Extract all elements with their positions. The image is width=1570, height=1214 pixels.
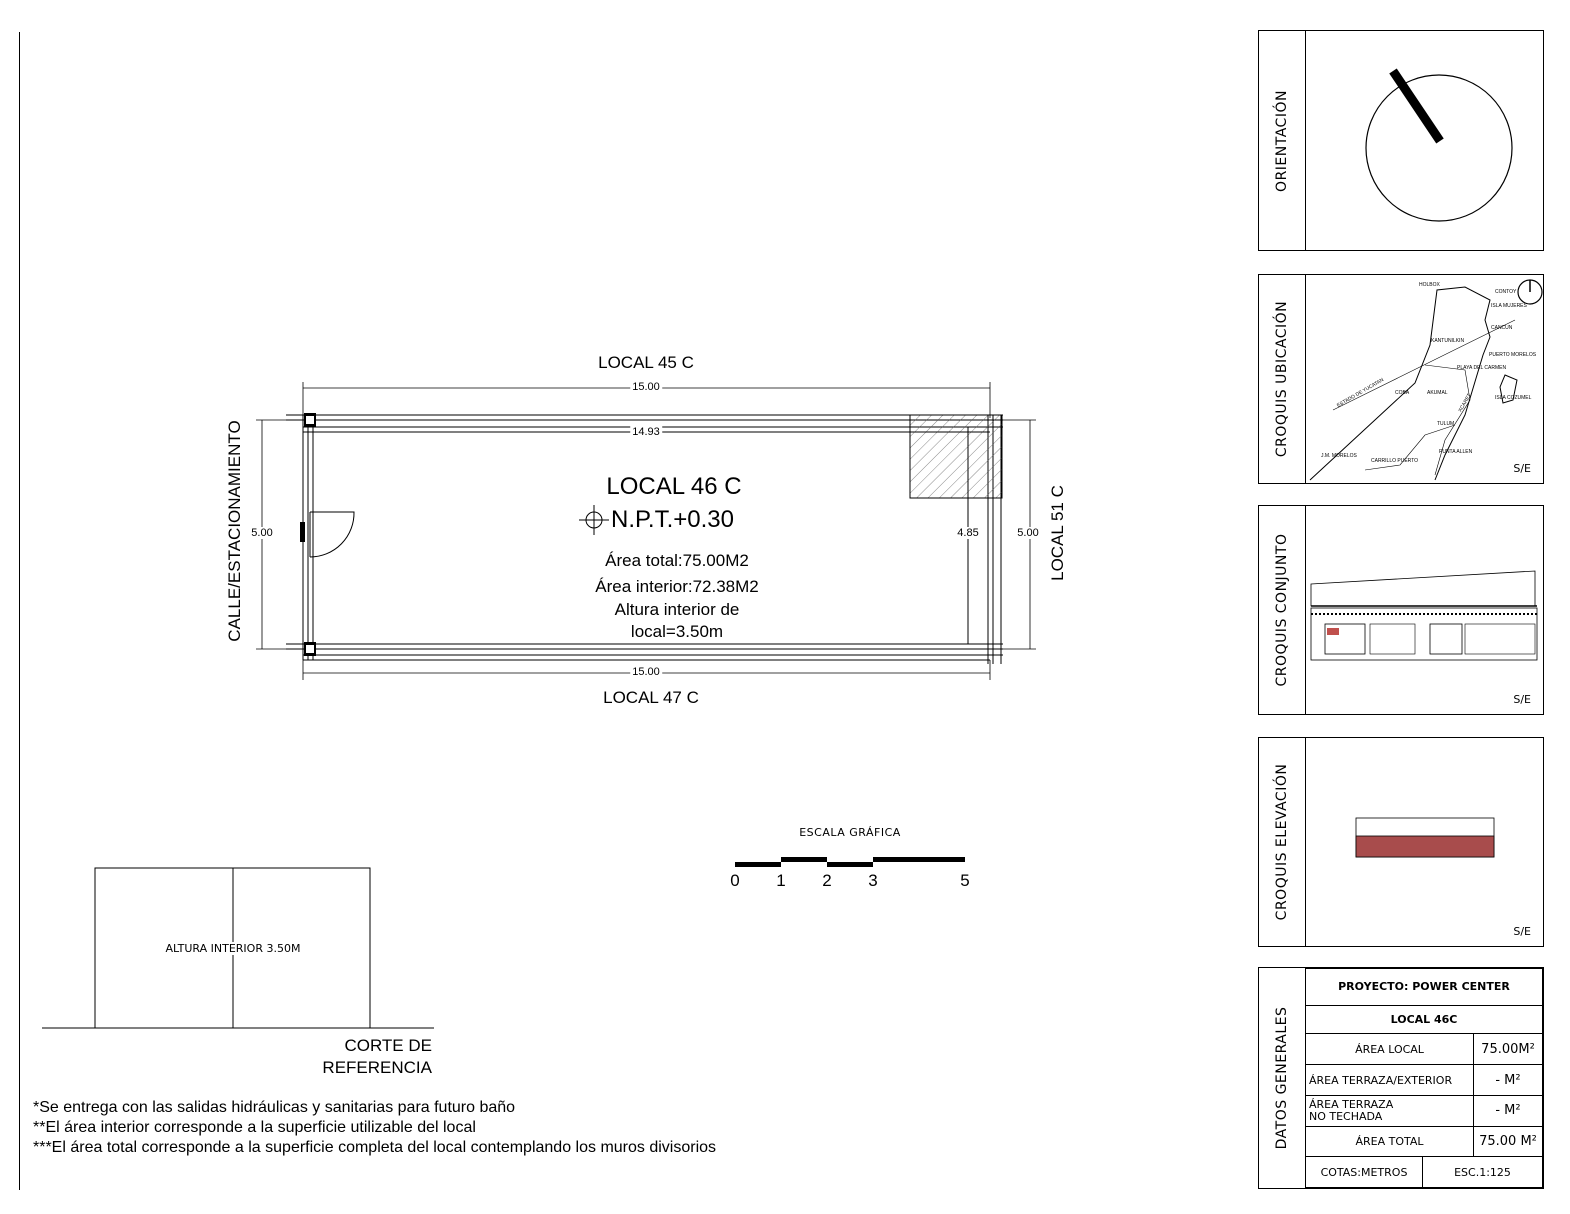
- dim-right-inner: 4.85: [957, 527, 979, 539]
- area-interior-text: Área interior:72.38M2: [595, 577, 759, 596]
- se-label-ubicacion: S/E: [1513, 462, 1531, 475]
- level-symbol-icon: [579, 505, 609, 535]
- dim-left: 5.00: [251, 527, 273, 539]
- area-total-text: Área total:75.00M2: [605, 551, 749, 570]
- panel-title-conjunto: CROQUIS CONJUNTO: [1274, 533, 1290, 687]
- note-3: ***El área total corresponde a la superficie completa del local contemplando los muros divisorios: [33, 1139, 717, 1156]
- panel-orientacion: [1258, 30, 1544, 251]
- panel-datos: [1258, 967, 1544, 1189]
- scale-tick-1: 1: [776, 871, 786, 890]
- panel-title-elevacion: CROQUIS ELEVACIÓN: [1274, 763, 1290, 921]
- plan-title: LOCAL 46 C: [606, 473, 742, 500]
- note-1: *Se entrega con las salidas hidráulicas y sanitarias para futuro baño: [33, 1099, 516, 1116]
- panel-title-datos: DATOS GENERALES: [1274, 1006, 1290, 1150]
- se-label-conjunto: S/E: [1513, 693, 1531, 706]
- scale-tick-3: 3: [868, 871, 878, 890]
- map-coba: COBA: [1395, 390, 1410, 396]
- map-kantunilkin: KANTUNILKIN: [1431, 338, 1465, 344]
- scale-tick-5: 5: [960, 871, 970, 890]
- altura-text-2: local=3.50m: [630, 622, 724, 641]
- datos-table: [1305, 968, 1543, 1188]
- datos-cotas: COTAS:METROS: [1306, 1157, 1423, 1188]
- map-cozumel: ISLA COZUMEL: [1495, 395, 1532, 401]
- map-jm-morelos: J.M. MORELOS: [1321, 453, 1357, 459]
- dim-right-outer: 5.00: [1017, 527, 1039, 539]
- site-plan: [1305, 506, 1543, 714]
- datos-area-total-label: ÁREA TOTAL: [1306, 1126, 1474, 1157]
- datos-terraza-ext-value: - M²: [1474, 1065, 1543, 1096]
- se-label-elevacion: S/E: [1513, 925, 1531, 938]
- panel-elevacion: [1258, 737, 1544, 947]
- dim-top-outer: 15.00: [632, 381, 660, 393]
- label-left-street: CALLE/ESTACIONAMIENTO: [225, 420, 244, 642]
- elevation-sketch: [1305, 738, 1543, 946]
- scale-tick-0: 0: [730, 871, 740, 890]
- label-local-right: LOCAL 51 C: [1048, 485, 1067, 581]
- panel-title-orientacion: ORIENTACIÓN: [1274, 89, 1290, 192]
- section-caption-2: REFERENCIA: [322, 1058, 432, 1077]
- datos-terraza-ext-label: ÁREA TERRAZA/EXTERIOR: [1306, 1065, 1474, 1096]
- dim-top-inner: 14.93: [632, 426, 660, 438]
- note-2: **El área interior corresponde a la superficie utilizable del local: [33, 1119, 476, 1136]
- map-cancun: CANCUN: [1491, 325, 1513, 331]
- datos-terraza-nt-value: - M²: [1474, 1095, 1543, 1126]
- datos-area-local-label: ÁREA LOCAL: [1306, 1034, 1474, 1065]
- altura-text-1: Altura interior de: [614, 600, 740, 619]
- notes-block: [33, 1098, 716, 1158]
- map-carrillo: CARRILLO PUERTO: [1371, 458, 1419, 464]
- plan-level: N.P.T.+0.30: [611, 506, 734, 533]
- scale-tick-2: 2: [822, 871, 832, 890]
- label-local-bottom: LOCAL 47 C: [603, 688, 699, 707]
- scale-title: ESCALA GRÁFICA: [799, 826, 901, 839]
- map-estado: ESTADO DE YUCATAN: [1336, 377, 1385, 409]
- map-isla-mujeres: ISLA MUJERES: [1491, 303, 1527, 309]
- section-caption-1: CORTE DE: [344, 1036, 432, 1055]
- map-xcaret: XCARET: [1457, 392, 1473, 414]
- hatched-area: [910, 415, 1002, 498]
- map-holbox: HOLBOX: [1419, 282, 1440, 288]
- datos-area-local-value: 75.00M²: [1474, 1034, 1543, 1065]
- map-tulum: TULUM: [1437, 421, 1455, 427]
- label-local-top: LOCAL 45 C: [598, 353, 694, 372]
- section-inner-label: ALTURA INTERIOR 3.50M: [165, 942, 301, 955]
- map-contoy: CONTOY: [1495, 289, 1517, 295]
- datos-area-total-value: 75.00 M²: [1474, 1126, 1543, 1157]
- datos-esc: ESC.1:125: [1423, 1157, 1543, 1188]
- datos-proyecto: PROYECTO: POWER CENTER: [1306, 969, 1543, 1006]
- compass-icon: [1305, 31, 1543, 250]
- dim-bottom: 15.00: [632, 666, 660, 678]
- datos-local: LOCAL 46C: [1306, 1005, 1543, 1034]
- map-akumal: AKUMAL: [1427, 390, 1448, 396]
- panel-conjunto: [1258, 505, 1544, 715]
- map-puerto-morelos: PUERTO MORELOS: [1489, 352, 1537, 358]
- map-punta-allen: PUNTA ALLEN: [1439, 449, 1473, 455]
- graphic-scale: [735, 857, 965, 867]
- datos-terraza-nt-label: ÁREA TERRAZA NO TECHADA: [1306, 1095, 1474, 1126]
- map-playa: PLAYA DEL CARMEN: [1457, 365, 1507, 371]
- panel-ubicacion: [1258, 274, 1544, 484]
- panel-title-ubicacion: CROQUIS UBICACIÓN: [1274, 300, 1290, 458]
